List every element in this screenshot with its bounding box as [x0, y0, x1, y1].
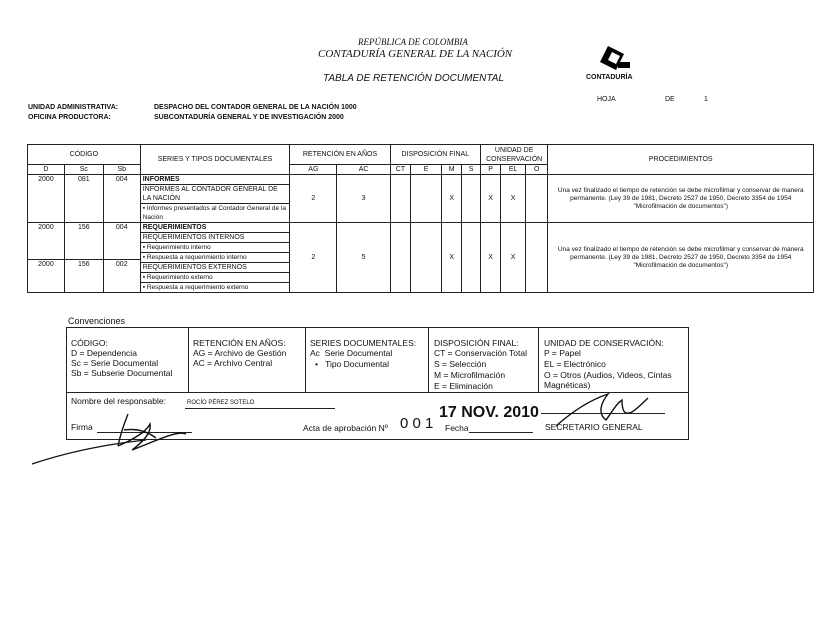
cell-e [411, 223, 442, 293]
cell-p: X [480, 175, 500, 223]
tipo-documental: ▪ Informes presentados al Contador General de la Nación [141, 203, 290, 222]
responsible-signature [28, 410, 208, 470]
conservation-unit-header: UNIDAD DE CONSERVACIÓN [480, 145, 548, 165]
legend-retention-ag: AG = Archivo de Gestión [193, 348, 287, 358]
approval-act-label: Acta de aprobación Nº [303, 423, 388, 433]
cell-procedure: Una vez finalizado el tiempo de retención se debe microfilmar y conservar de manera permanente. (Ley 39 de 1981, Decreto 2527 de 1950, Decreto 3354 de 1954 "Microfilmación de documentos") [548, 175, 814, 223]
codigo-header: CÓDIGO [28, 145, 141, 165]
legend-series-tipo: • Tipo Documental [315, 359, 389, 369]
series-header: SERIES Y TIPOS DOCUMENTALES [140, 145, 290, 175]
col-ct: CT [390, 165, 410, 175]
subserie-name: REQUERIMIENTOS INTERNOS [141, 233, 290, 243]
cell-d: 2000 [28, 175, 65, 223]
code-d-2: 2000 [28, 259, 64, 269]
legend-disposition-title: DISPOSICIÓN FINAL: [434, 338, 519, 348]
table-row [28, 223, 814, 293]
signature-label: Firma [71, 422, 93, 432]
col-sc: Sc [64, 165, 103, 175]
col-e: E [411, 165, 442, 175]
cell-el: X [501, 223, 526, 293]
cell-o [525, 175, 548, 223]
cell-s [462, 223, 480, 293]
cell-ag: 2 [290, 223, 337, 293]
col-sb: Sb [103, 165, 140, 175]
cell-ac: 3 [337, 175, 390, 223]
cell-sc: 081 [64, 175, 103, 223]
legend-codigo-title: CÓDIGO: [71, 338, 108, 348]
retention-header: RETENCIÓN EN AÑOS [290, 145, 390, 165]
legend-retention-ac: AC = Archivo Central [193, 358, 273, 368]
cell-sb: 004 [103, 175, 140, 223]
tipo-documental: ▪ Respuesta a requerimiento externo [141, 282, 290, 292]
legend-codigo-sb: Sb = Subserie Documental [71, 368, 173, 378]
office-label: OFICINA PRODUCTORA: [28, 114, 111, 121]
republic-heading: REPÚBLICA DE COLOMBIA [358, 37, 468, 47]
col-el: EL [501, 165, 526, 175]
legend-unit-title: UNIDAD DE CONSERVACIÓN: [544, 338, 664, 348]
table-row [28, 175, 814, 223]
cell-m: X [441, 175, 461, 223]
cell-ac: 5 [337, 223, 390, 293]
tipo-documental: ▪ Requerimiento externo [141, 272, 290, 282]
legend-retention-title: RETENCIÓN EN AÑOS: [193, 338, 286, 348]
procedures-header: PROCEDIMIENTOS [548, 145, 814, 175]
cell-ag: 2 [290, 175, 337, 223]
code-sb-2: 002 [104, 259, 140, 269]
code-sb: 004 [115, 224, 128, 231]
page-total: 1 [704, 96, 708, 103]
cell-p: X [480, 223, 500, 293]
date-label: Fecha [445, 423, 469, 433]
cell-s [462, 175, 480, 223]
admin-unit-value: DESPACHO DEL CONTADOR GENERAL DE LA NACIÓN 1000 [154, 104, 357, 111]
legend-disposition-ct: CT = Conservación Total [434, 348, 527, 358]
conventions-title: Convenciones [68, 316, 126, 326]
col-p: P [480, 165, 500, 175]
cell-el: X [501, 175, 526, 223]
disposition-header: DISPOSICIÓN FINAL [390, 145, 480, 165]
page-of-label: DE [665, 96, 675, 103]
cell-series [140, 175, 290, 223]
cell-d [28, 223, 65, 293]
approval-date-stamp: 17 NOV. 2010 [439, 404, 539, 421]
tipo-documental: ▪ Requerimiento interno [142, 244, 211, 251]
col-ac: AC [337, 165, 390, 175]
cell-m: X [441, 223, 461, 293]
serie-name: INFORMES [141, 175, 290, 185]
office-value: SUBCONTADURÍA GENERAL Y DE INVESTIGACIÓN 2000 [154, 114, 344, 121]
legend-series-serie: Ac Serie Documental [310, 348, 393, 358]
cell-procedure: Una vez finalizado el tiempo de retención se debe microfilmar y conservar de manera permanente. (Ley 39 de 1981, Decreto 2527 de 1950, Decreto 3354 de 1954 "Microfilmación de documentos") [548, 223, 814, 293]
code-d: 2000 [38, 224, 54, 231]
secretary-title: SECRETARIO GENERAL [545, 422, 643, 432]
cell-ct [390, 175, 410, 223]
responsible-value: ROCÍO PÉREZ SOTELO [187, 400, 255, 406]
legend-disposition-e: E = Eliminación [434, 381, 493, 391]
code-sc: 156 [78, 224, 90, 231]
legend-disposition-m: M = Microfilmación [434, 370, 506, 380]
cell-sb [103, 223, 140, 293]
col-o: O [525, 165, 548, 175]
col-m: M [441, 165, 461, 175]
legend-series-title: SERIES DOCUMENTALES: [310, 338, 417, 348]
cell-e [411, 175, 442, 223]
contaduria-logo [586, 44, 646, 90]
secretary-signature [538, 390, 668, 430]
cell-series [140, 223, 290, 293]
serie-name: REQUERIMIENTOS [141, 223, 290, 233]
cell-sc [64, 223, 103, 293]
legend-unit-el: EL = Electrónico [544, 359, 606, 369]
code-sc-2: 156 [65, 259, 103, 269]
entity-heading: CONTADURÍA GENERAL DE LA NACIÓN [318, 48, 513, 60]
subserie-name: INFORMES AL CONTADOR GENERAL DE LA NACIÓN [142, 186, 278, 202]
logo-text: CONTADURÍA [586, 74, 633, 81]
col-s: S [462, 165, 480, 175]
responsible-label: Nombre del responsable: [71, 396, 166, 406]
legend-codigo-sc: Sc = Serie Documental [71, 358, 159, 368]
cell-o [525, 223, 548, 293]
tipo-documental: ▪ Respuesta a requerimiento interno [141, 252, 290, 262]
approval-act-number: 0 0 1 [400, 415, 434, 432]
retention-table [27, 144, 814, 293]
page-label: HOJA [597, 96, 616, 103]
document-title: TABLA DE RETENCIÓN DOCUMENTAL [323, 73, 504, 84]
legend-unit-p: P = Papel [544, 348, 581, 358]
legend-codigo-d: D = Dependencia [71, 348, 137, 358]
col-d: D [28, 165, 65, 175]
col-ag: AG [290, 165, 337, 175]
subserie-name: REQUERIMIENTOS EXTERNOS [141, 262, 290, 272]
admin-unit-label: UNIDAD ADMINISTRATIVA: [28, 104, 119, 111]
cell-ct [390, 223, 410, 293]
legend-disposition-s: S = Selección [434, 359, 487, 369]
legend-unit-o: O = Otros (Audios, Videos, Cintas Magnéticas) [544, 370, 672, 390]
